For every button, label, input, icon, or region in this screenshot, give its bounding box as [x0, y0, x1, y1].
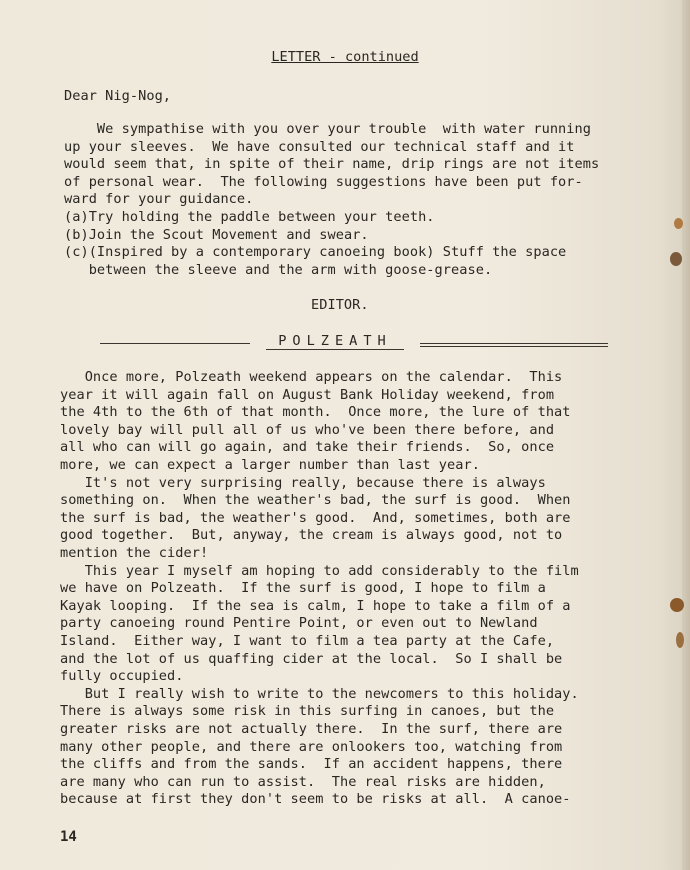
section-line: the cliffs and from the sands. If an accident happens, there	[60, 756, 563, 773]
section-line: something on. When the weather's bad, the surf is good. When	[60, 492, 571, 509]
section-line: lovely bay will pull all of us who've been there before, and	[60, 421, 555, 438]
section-line: and the lot of us quaffing cider at the local. So I shall be	[60, 650, 563, 667]
section-line: we have on Polzeath. If the surf is good, I hope to film a	[60, 580, 546, 597]
paper-hole-mark	[674, 218, 683, 229]
page-header	[0, 49, 690, 65]
paper-hole-mark	[670, 598, 684, 612]
section-line: the surf is bad, the weather's good. And, sometimes, both are	[60, 509, 571, 526]
section-title-underline	[266, 349, 404, 350]
paper-hole-mark	[676, 632, 684, 648]
section-line: Once more, Polzeath weekend appears on the calendar. This	[60, 369, 563, 385]
salutation: Dear Nig-Nog,	[64, 88, 172, 104]
divider-right	[420, 343, 608, 344]
section-line: mention the cider!	[60, 545, 209, 561]
section-line: Kayak looping. If the sea is calm, I hope to take a film of a	[60, 597, 571, 614]
letter-line: ward for your guidance.	[64, 191, 254, 208]
suggestion-item: (c)(Inspired by a contemporary canoeing book) Stuff the space	[64, 244, 567, 261]
section-line: the 4th to the 6th of that month. Once more, the lure of that	[60, 404, 571, 421]
section-line: are many who can run to assist. The real risks are hidden,	[60, 773, 546, 790]
section-line: Island. Either way, I want to film a tea party at the Cafe,	[60, 633, 555, 649]
section-line: all who can will go again, and take their friends. So, once	[60, 439, 555, 456]
section-line: because at first they don't seem to be risks at all. A canoe-	[60, 791, 571, 808]
signature: EDITOR.	[311, 297, 369, 313]
header-text: LETTER - continued	[271, 49, 419, 65]
section-line: There is always some risk in this surfing in canoes, but the	[60, 703, 555, 720]
letter-line: would seem that, in spite of their name, drip rings are not items	[64, 156, 600, 173]
section-line: more, we can expect a larger number than last year.	[60, 457, 480, 473]
suggestion-item: (b)Join the Scout Movement and swear.	[64, 226, 369, 243]
section-line: greater risks are not actually there. In the surf, there are	[60, 721, 563, 737]
section-line: good together. But, anyway, the cream is always good, not to	[60, 527, 563, 544]
suggestion-item: between the sleeve and the arm with goose-grease.	[64, 261, 493, 278]
section-line: But I really wish to write to the newcomers to this holiday.	[60, 685, 579, 702]
letter-line: We sympathise with you over your trouble with water running	[64, 121, 591, 137]
suggestion-item: (a)Try holding the paddle between your teeth.	[64, 209, 435, 225]
page-number: 14	[60, 829, 77, 845]
page-edge	[682, 0, 690, 870]
section-line: party canoeing round Pentire Point, or even out to Newland	[60, 615, 538, 632]
section-line: many other people, and there are onlookers too, watching from	[60, 738, 563, 755]
section-line: fully occupied.	[60, 668, 184, 685]
letter-line: up your sleeves. We have consulted our technical staff and it	[64, 138, 575, 155]
section-title: POLZEATH	[278, 333, 392, 349]
section-line: It's not very surprising really, because there is always	[60, 474, 546, 491]
paper-hole-mark	[670, 252, 682, 266]
section-line: year it will again fall on August Bank Holiday weekend, from	[60, 386, 555, 403]
letter-line: of personal wear. The following suggestions have been put for-	[64, 173, 583, 190]
divider-left	[100, 343, 250, 344]
section-line: This year I myself am hoping to add considerably to the film	[60, 562, 579, 579]
